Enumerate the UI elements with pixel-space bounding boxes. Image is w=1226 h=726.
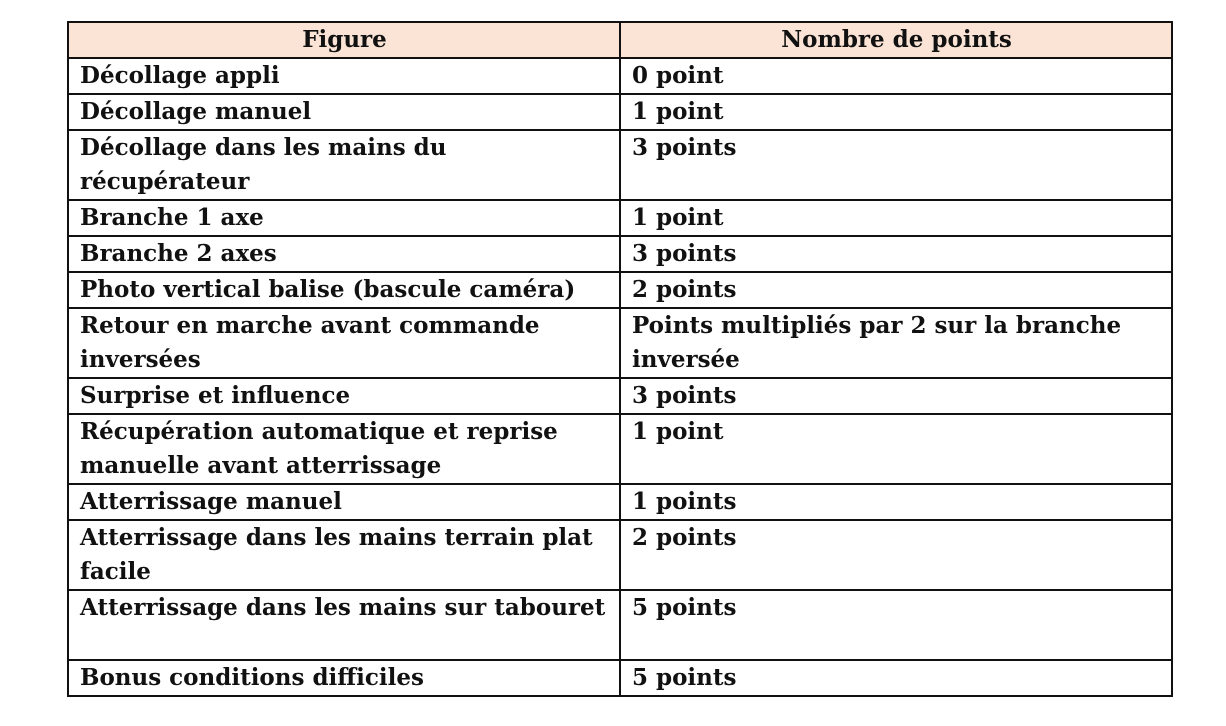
points-cell: 3 points xyxy=(620,130,1172,200)
table-row xyxy=(68,484,1172,520)
figure-cell: Branche 2 axes xyxy=(68,236,620,272)
figure-cell: Branche 1 axe xyxy=(68,200,620,236)
points-cell: 1 points xyxy=(620,484,1172,520)
points-cell: 3 points xyxy=(620,236,1172,272)
figure-cell: Retour en marche avant commande inversées xyxy=(68,308,620,378)
points-cell: 3 points xyxy=(620,378,1172,414)
table-row xyxy=(68,520,1172,590)
points-cell: 1 point xyxy=(620,94,1172,130)
figure-cell: Décollage appli xyxy=(68,58,620,94)
header-points: Nombre de points xyxy=(620,22,1172,58)
header-figure: Figure xyxy=(68,22,620,58)
points-cell: 1 point xyxy=(620,200,1172,236)
table-row xyxy=(68,378,1172,414)
table-row xyxy=(68,94,1172,130)
figure-cell: Décollage dans les mains du récupérateur xyxy=(68,130,620,200)
table-row xyxy=(68,414,1172,484)
points-cell: 5 points xyxy=(620,660,1172,696)
table-row xyxy=(68,130,1172,200)
figure-cell: Bonus conditions difficiles xyxy=(68,660,620,696)
table-row xyxy=(68,308,1172,378)
table-header-row xyxy=(68,22,1172,58)
figure-cell: Atterrissage dans les mains terrain plat facile xyxy=(68,520,620,590)
points-cell: 2 points xyxy=(620,272,1172,308)
points-table xyxy=(67,21,1173,697)
table-row xyxy=(68,590,1172,660)
points-cell: 2 points xyxy=(620,520,1172,590)
points-cell: 1 point xyxy=(620,414,1172,484)
table-row xyxy=(68,236,1172,272)
figure-cell: Surprise et influence xyxy=(68,378,620,414)
figure-cell: Photo vertical balise (bascule caméra) xyxy=(68,272,620,308)
table-row xyxy=(68,58,1172,94)
points-cell: Points multipliés par 2 sur la branche inversée xyxy=(620,308,1172,378)
points-cell: 0 point xyxy=(620,58,1172,94)
table-row xyxy=(68,660,1172,696)
table-row xyxy=(68,272,1172,308)
figure-cell: Récupération automatique et reprise manuelle avant atterrissage xyxy=(68,414,620,484)
points-cell: 5 points xyxy=(620,590,1172,660)
figure-cell: Décollage manuel xyxy=(68,94,620,130)
table-row xyxy=(68,200,1172,236)
figure-cell: Atterrissage manuel xyxy=(68,484,620,520)
figure-cell: Atterrissage dans les mains sur tabouret xyxy=(68,590,620,660)
